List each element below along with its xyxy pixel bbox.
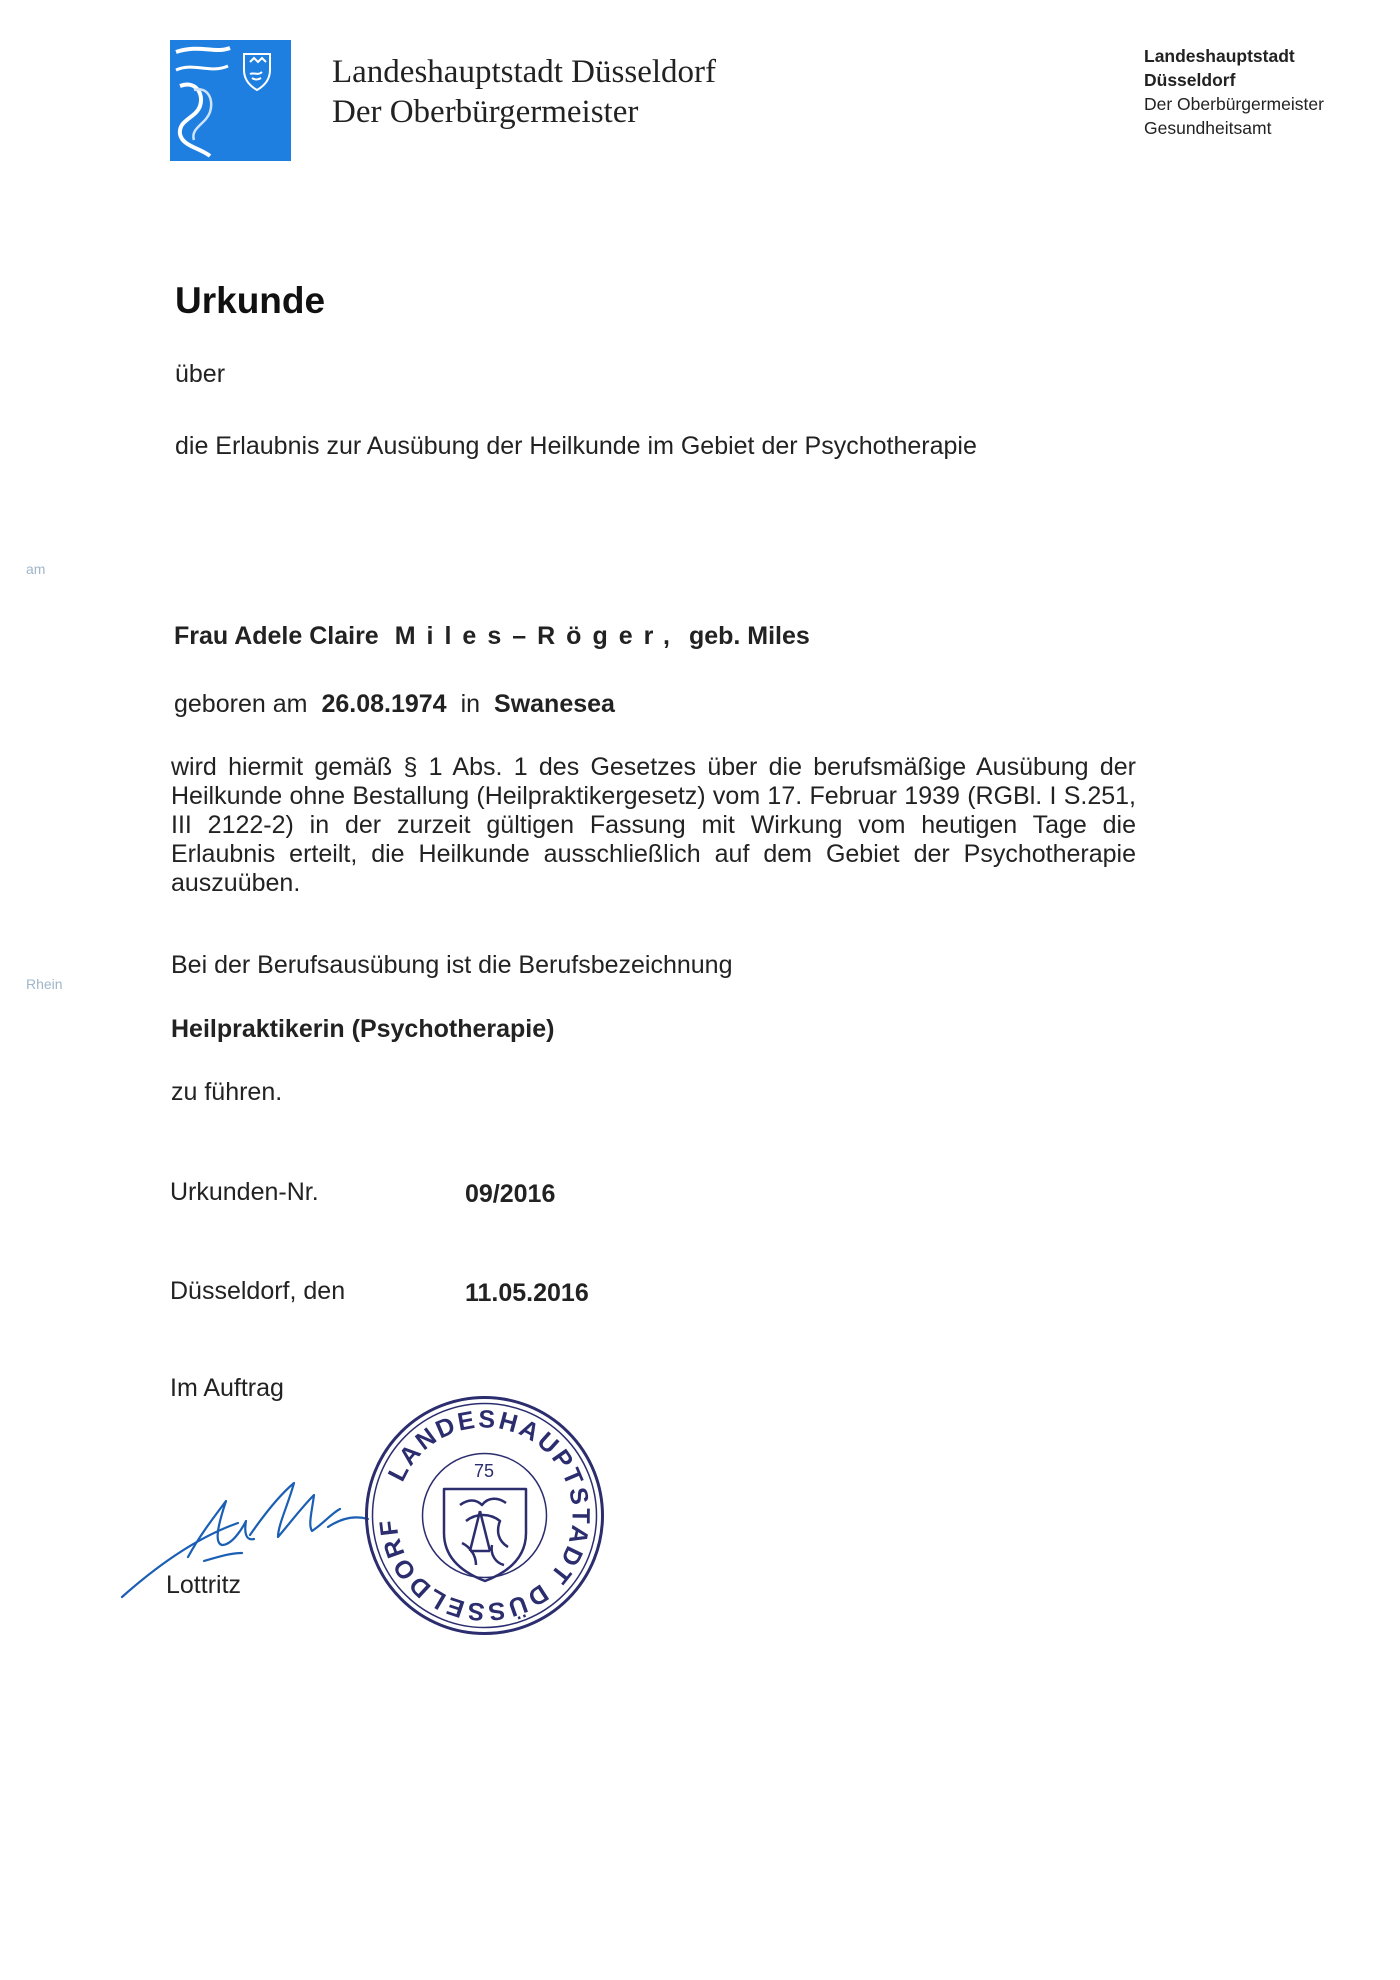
margin-mark-top: am: [26, 561, 46, 577]
certificate-number-label: Urkunden-Nr.: [170, 1178, 319, 1206]
issue-date: 11.05.2016: [465, 1279, 589, 1307]
official-seal: [362, 1393, 607, 1638]
birth-place: Swanesea: [494, 690, 615, 718]
subject-line: die Erlaubnis zur Ausübung der Heilkunde im Gebiet der Psychotherapie: [175, 432, 977, 460]
sender-line-3: Der Oberbürgermeister: [1144, 94, 1324, 114]
person-line: [174, 622, 810, 651]
header-sender-block: [1144, 44, 1324, 140]
im-auftrag-line: Im Auftrag: [170, 1374, 284, 1402]
place-date-label: Düsseldorf, den: [170, 1277, 346, 1305]
header-city-name: Landeshauptstadt Düsseldorf: [332, 54, 716, 90]
sender-line-4: Gesundheitsamt: [1144, 118, 1272, 138]
permission-paragraph: wird hiermit gemäß § 1 Abs. 1 des Gesetzes über die berufsmäßige Ausübung der Heilkunde ohne Bestallung (Heilpraktikergesetz) vom 17. Februar 1939 (RGBl. I S.251, III 2122-2) in der zurzeit gültigen Fassung mit Wirkung vom heutigen Tage die Erlaubnis erteilt, die Heilkunde ausschließlich auf dem Gebiet der Psychotherapie auszuüben.: [171, 753, 1136, 897]
sender-line-1: Landeshauptstadt: [1144, 46, 1295, 66]
seal-ring-text: LANDESHAUPTSTADT DÜSSELDORF: [374, 1405, 595, 1626]
ueber-line: über: [175, 360, 226, 388]
margin-mark-bottom: Rhein: [26, 976, 63, 992]
handwritten-signature: [118, 1465, 378, 1610]
signer-name: Lottritz: [166, 1571, 242, 1599]
zu-fuehren-line: zu führen.: [171, 1078, 283, 1106]
person-birth-name: geb. Miles: [688, 622, 810, 650]
professional-title: Heilpraktikerin (Psychotherapie): [171, 1015, 555, 1043]
person-surname: Miles–Röger,: [394, 622, 681, 650]
header-office: Der Oberbürgermeister: [332, 94, 639, 130]
birth-prefix: geboren am: [174, 690, 308, 718]
birth-line: [174, 690, 629, 719]
seal-number: 75: [473, 1461, 495, 1481]
sender-line-2: Düsseldorf: [1144, 70, 1236, 90]
document-title: Urkunde: [175, 280, 326, 321]
birth-in: in: [460, 690, 481, 718]
certificate-number: 09/2016: [465, 1180, 556, 1208]
profession-intro: Bei der Berufsausübung ist die Berufsbezeichnung: [171, 951, 733, 979]
city-logo: [170, 40, 291, 161]
person-given-name: Frau Adele Claire: [174, 622, 379, 650]
header-city-office: [332, 52, 716, 132]
birth-date: 26.08.1974: [321, 690, 447, 718]
